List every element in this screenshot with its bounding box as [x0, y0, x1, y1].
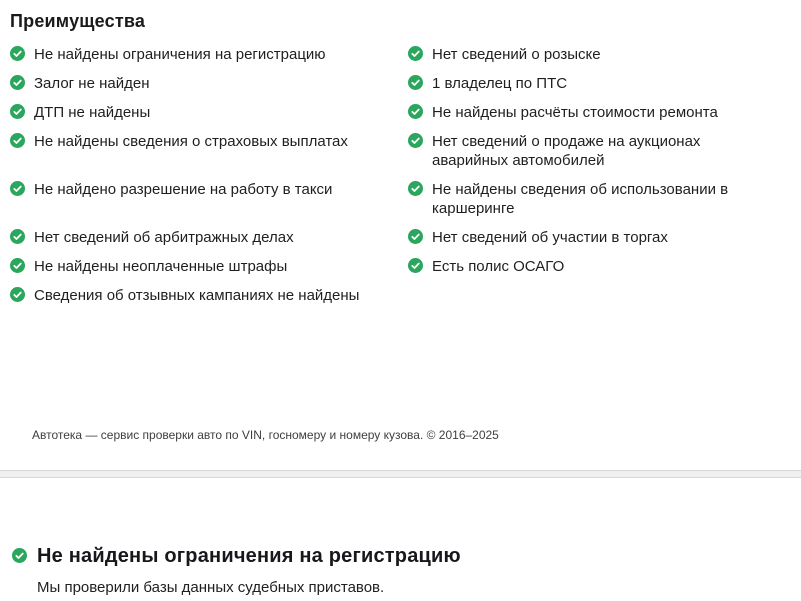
- advantage-item: [10, 180, 408, 218]
- advantage-label: 1 владелец по ПТС: [432, 75, 568, 92]
- check-circle-icon: [408, 133, 423, 148]
- copyright-note: Автотека — сервис проверки авто по VIN, госномеру и номеру кузова. © 2016–2025: [32, 428, 499, 442]
- check-circle-icon: [408, 181, 423, 196]
- advantage-item: [10, 228, 408, 247]
- check-circle-icon: [10, 133, 25, 148]
- advantage-item: [408, 180, 790, 218]
- check-circle-icon: [10, 46, 25, 61]
- page-divider: [0, 470, 801, 478]
- detail-section: [12, 544, 782, 597]
- advantage-item: [408, 45, 790, 64]
- advantage-item: [10, 45, 408, 64]
- check-circle-icon: [10, 287, 25, 302]
- advantage-item: [10, 286, 408, 305]
- advantage-label: ДТП не найдены: [34, 104, 151, 121]
- check-circle-icon: [10, 181, 25, 196]
- advantage-item: [408, 132, 790, 170]
- advantage-label: Не найдены ограничения на регистрацию: [34, 46, 326, 63]
- advantage-label: Нет сведений об арбитражных делах: [34, 229, 294, 246]
- advantage-label: Залог не найден: [34, 75, 150, 92]
- advantages-section: [10, 10, 790, 305]
- advantage-label: Нет сведений о продаже на аукционах аварийных автомобилей: [432, 133, 701, 169]
- check-circle-icon: [408, 258, 423, 273]
- advantage-item: [408, 228, 790, 247]
- advantage-label: Не найдены расчёты стоимости ремонта: [432, 104, 718, 121]
- advantages-grid: [10, 45, 790, 305]
- advantage-label: Есть полис ОСАГО: [432, 258, 565, 275]
- advantage-label: Не найдены неоплаченные штрафы: [34, 258, 288, 275]
- check-circle-icon: [10, 75, 25, 90]
- check-circle-icon: [10, 104, 25, 119]
- advantage-item: [10, 257, 408, 276]
- advantage-label: Сведения об отзывных кампаниях не найдены: [34, 287, 360, 304]
- check-circle-icon: [408, 46, 423, 61]
- check-circle-icon: [408, 75, 423, 90]
- advantage-label: Не найдены сведения об использовании в каршеринге: [432, 181, 729, 217]
- advantage-item: [408, 257, 790, 276]
- check-circle-icon: [12, 548, 27, 563]
- empty-cell: [408, 286, 790, 305]
- check-circle-icon: [10, 258, 25, 273]
- advantage-item: [10, 132, 408, 170]
- advantage-item: [10, 103, 408, 122]
- advantage-label: Нет сведений о розыске: [432, 46, 601, 63]
- detail-section-description: Мы проверили базы данных судебных приставов.: [37, 579, 385, 596]
- advantage-item: [408, 74, 790, 93]
- detail-section-title: Не найдены ограничения на регистрацию: [37, 545, 461, 567]
- advantage-label: Нет сведений об участии в торгах: [432, 229, 668, 246]
- check-circle-icon: [408, 104, 423, 119]
- advantages-title: Преимущества: [10, 11, 146, 31]
- advantage-item: [408, 103, 790, 122]
- advantage-label: Не найдены сведения о страховых выплатах: [34, 133, 348, 150]
- check-circle-icon: [10, 229, 25, 244]
- advantage-item: [10, 74, 408, 93]
- check-circle-icon: [408, 229, 423, 244]
- advantage-label: Не найдено разрешение на работу в такси: [34, 181, 333, 198]
